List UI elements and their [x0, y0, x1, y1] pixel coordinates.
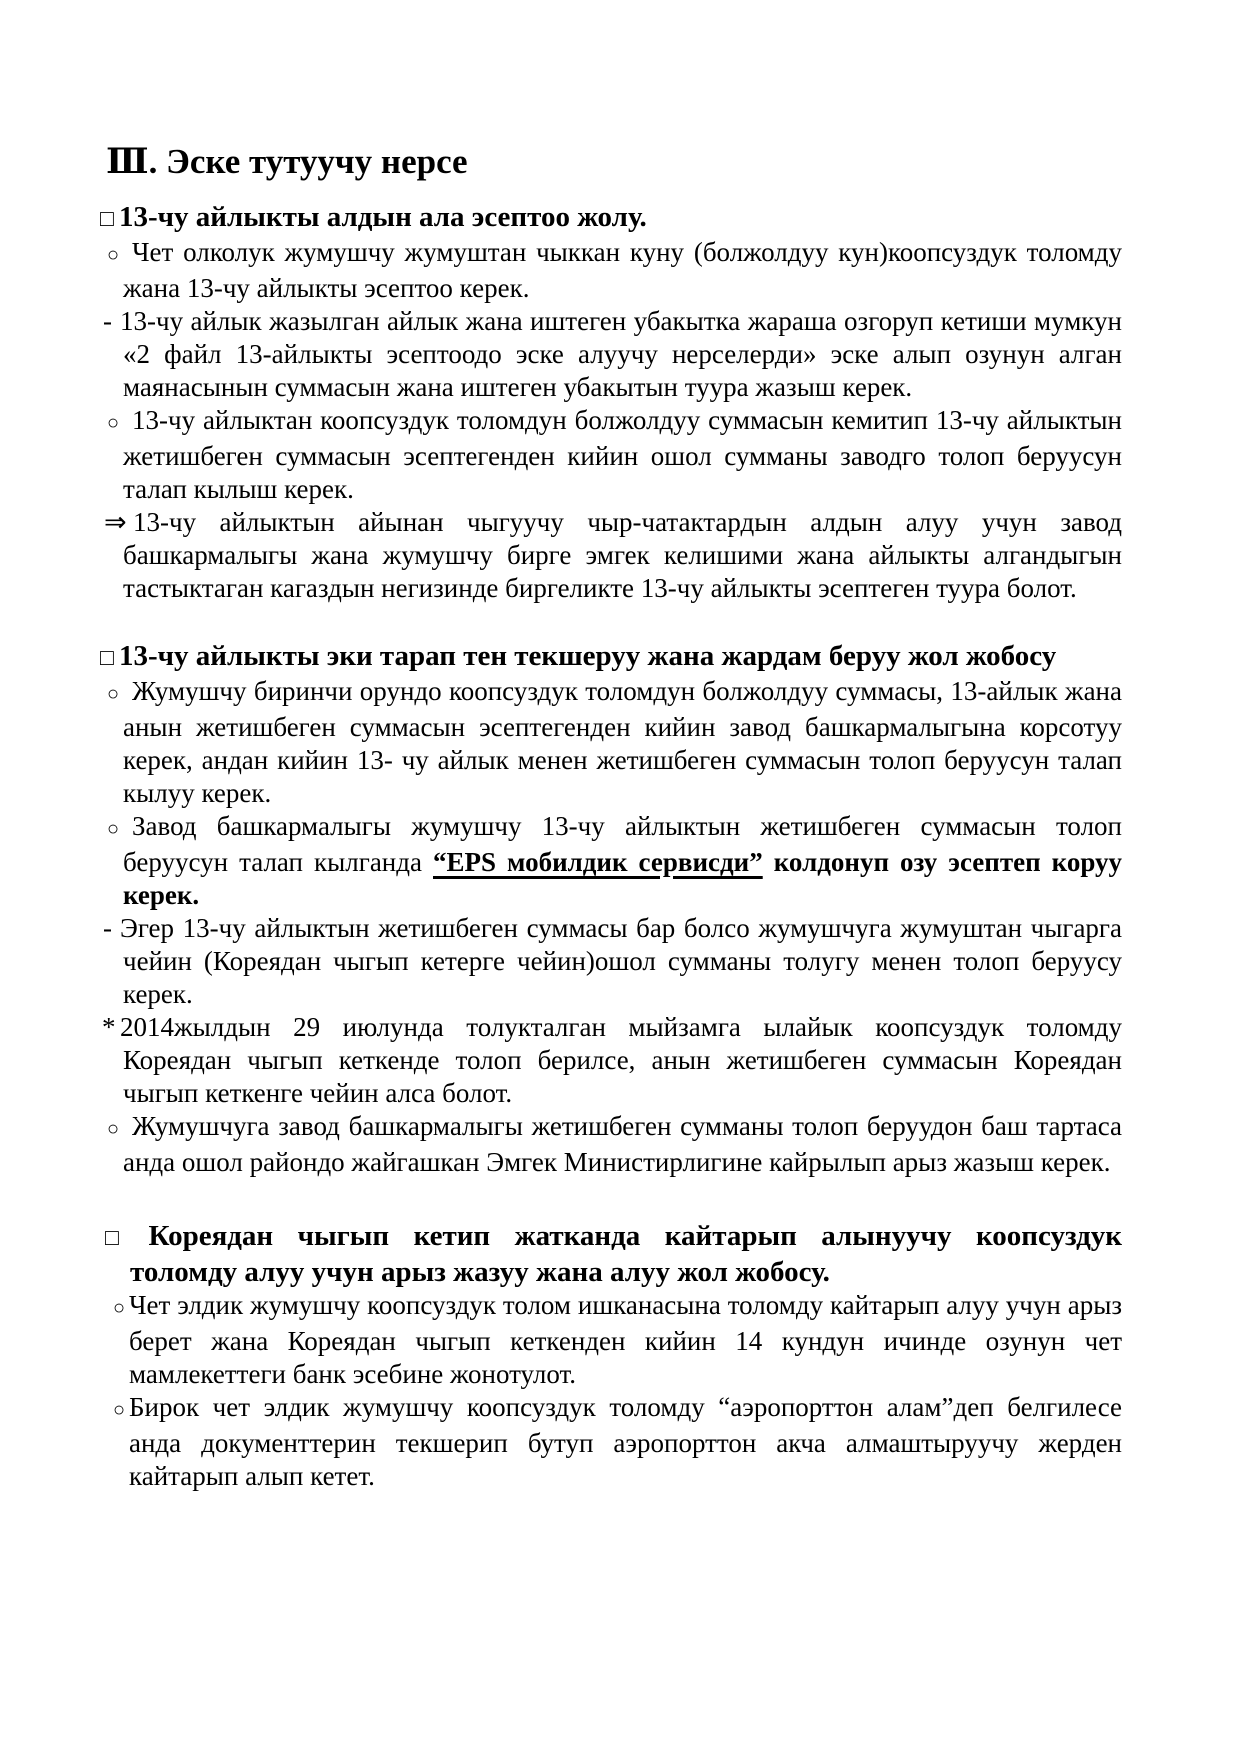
list-item	[100, 305, 1122, 404]
section-refund-on-departure	[100, 1219, 1122, 1493]
list-item	[100, 1110, 1122, 1179]
circle-bullet-icon: ○	[107, 683, 120, 705]
double-arrow-bullet-icon: ⇒	[104, 507, 127, 537]
dash-bullet-icon: -	[103, 306, 112, 336]
section-heading-line2: толомду алуу учун арыз жазуу жана алуу жол жобосу.	[130, 1256, 830, 1288]
item-text: Завод башкармалыгы жумушчу 13-чу айлыктын жетишбеген суммасын толоп беруусун талап кылганда	[123, 811, 1122, 877]
section-heading-text: 13-чу айлыкты эки тарап тен текшеруу жана жардам беруу жол жобосу	[119, 640, 1057, 672]
circle-bullet-icon: ○	[107, 818, 120, 840]
circle-bullet-icon: ○	[107, 412, 120, 434]
item-text: 13-чу айлыктан коопсуздук толомдун болжолдуу суммасын кемитип 13-чу айлыктын жетишбеген суммасын эсептегенден кийин ошол сумманы заводго толоп беруусун талап кылыш керек.	[123, 405, 1122, 504]
dash-bullet-icon: -	[103, 913, 112, 943]
asterisk-bullet-icon: *	[102, 1012, 116, 1042]
item-text: 13-чу айлыктын айынан чыгуучу чыр-чатактардын алдын алуу учун завод башкармалыгы жана жумушчу бирге эмгек келишими жана айлыкты алгандыгын тастыктаган кагаздын негизинде биргеликте 13-чу айлыкты эсептеген туура болот.	[123, 507, 1122, 603]
section-advance-calculation	[100, 200, 1122, 605]
item-text: Эгер 13-чу айлыктын жетишбеген суммасы бар болсо жумушчуга жумуштан чыгарга чейин (Кореядан чыгып кетерге чейин)ошол сумманы толугу менен толоп беруусу керек.	[120, 913, 1122, 1009]
circle-bullet-icon: ○	[113, 1399, 126, 1421]
item-text: Жумушчу биринчи орундо коопсуздук толомдун болжолдуу суммасы, 13-айлык жана анын жетишбеген суммасын эсептегенден кийин завод башкармалыгына корсотуу керек, андан кийин 13- чу айлык менен жетишбеген суммасын толоп беруусун талап кылуу керек.	[123, 676, 1122, 808]
item-text: 2014жылдын 29 июлунда толукталган мыйзамга ылайык коопсуздук толомду Кореядан чыгып кеткенде толоп берилсе, анын жетишбеген суммасын Кореядан чыгып кеткенге чейин алса болот.	[120, 1012, 1122, 1108]
list-item	[100, 912, 1122, 1011]
square-bullet-icon: □	[105, 1225, 119, 1250]
list-item	[100, 404, 1122, 506]
list-item	[100, 1391, 1122, 1493]
document-title: Ⅲ. Эске тутуучу нерсе	[106, 142, 468, 181]
circle-bullet-icon: ○	[107, 1118, 120, 1140]
item-text: Чет олколук жумушчу жумуштан чыккан куну (болжолдуу кун)коопсуздук толомду жана 13-чу айлыкты эсептоо керек.	[123, 237, 1122, 303]
item-text: Чет элдик жумушчу коопсуздук толом ишканасына толомду кайтарып алуу учун арыз берет жана Кореядан чыгып кеткенден кийин 14 кундун ичинде озунун чет мамлекеттеги банк эсебине жонотулот.	[129, 1290, 1122, 1389]
item-text: Жумушчуга завод башкармалыгы жетишбеген сумманы толоп беруудон баш тартаса анда ошол райондо жайгашкан Эмгек Министирлигине кайрылып арыз жазыш керек.	[123, 1111, 1122, 1177]
square-bullet-icon: □	[100, 206, 114, 231]
item-text: 13-чу айлык жазылган айлык жана иштеген убакытка жараша озгоруп кетиши мумкун «2 файл 13-айлыкты эсептоодо эске алуучу нерселерди» эске алып озунун алган маянасынын суммасын жана иштеген убакытын туура жазыш керек.	[120, 306, 1122, 402]
section-mutual-check	[100, 639, 1122, 1179]
section-heading-text: Кореядан чыгып кетип жатканда кайтарып алынуучу коопсуздук	[148, 1220, 1123, 1252]
section-heading-line1	[105, 1219, 1122, 1255]
circle-bullet-icon: ○	[113, 1297, 126, 1319]
section-heading-text: 13-чу айлыкты алдын ала эсептоо жолу.	[119, 201, 647, 233]
eps-mobile-service-highlight: “EPS мобилдик сервисди”	[433, 847, 763, 877]
list-item	[100, 236, 1122, 305]
list-item	[100, 1289, 1122, 1391]
list-item	[100, 1011, 1122, 1110]
list-item	[100, 675, 1122, 810]
list-item	[100, 810, 1122, 912]
square-bullet-icon: □	[100, 645, 114, 670]
document-content	[100, 140, 1122, 1493]
item-text-bold: колдонуп озу эсептеп коруу керек.	[123, 847, 1123, 910]
circle-bullet-icon: ○	[107, 244, 120, 266]
section-heading	[100, 200, 1122, 236]
section-heading	[100, 639, 1122, 675]
list-item	[100, 506, 1122, 605]
section-heading	[100, 1219, 1122, 1289]
item-text: Бирок чет элдик жумушчу коопсуздук толомду “аэропорттон алам”деп белгилесе анда документтерин текшерип бутуп аэропорттон акча алмаштыруучу жерден кайтарып алып кетет.	[129, 1392, 1122, 1491]
